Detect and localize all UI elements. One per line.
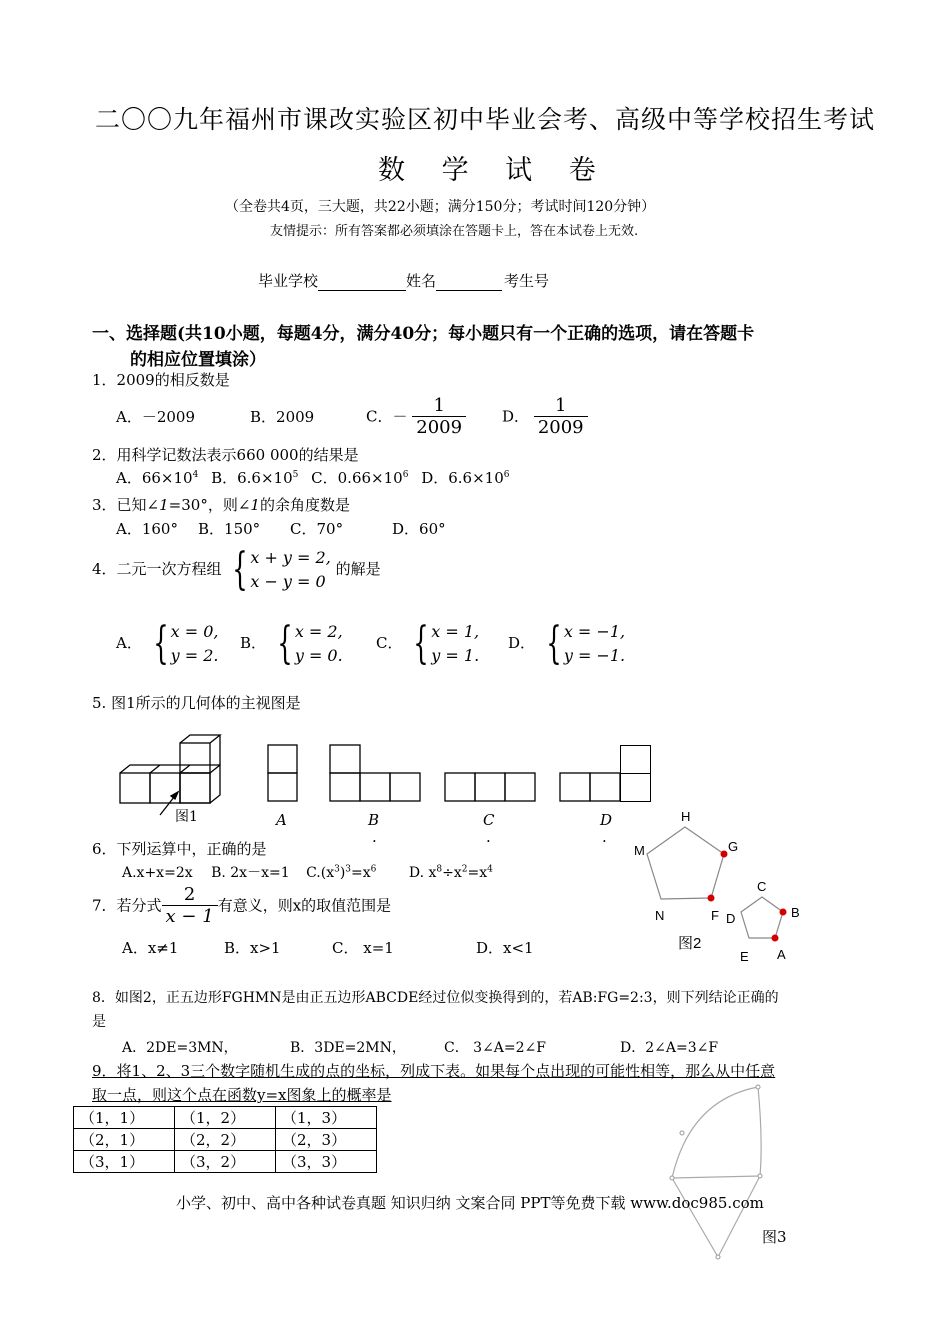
q4-b-label: B． — [240, 634, 267, 652]
q6-c-mid: ) — [339, 865, 346, 881]
q2-b-text: B．6.6×10 — [211, 469, 293, 487]
id-label: 考生号 — [504, 272, 550, 290]
school-blank[interactable] — [318, 272, 406, 291]
section1-heading-cont: 的相应位置填涂） — [130, 350, 266, 370]
q1-option-a: A．－2009 — [116, 408, 196, 426]
q4-a1: x = 0, — [170, 622, 219, 641]
school-label: 毕业学校 — [258, 272, 319, 290]
label-f: F — [711, 908, 719, 923]
q6-d-e3: 4 — [487, 864, 493, 875]
chord-line — [672, 1176, 760, 1178]
q6-d-e2: 2 — [461, 864, 468, 875]
q4-b1: x = 2, — [294, 622, 343, 641]
label-e: E — [740, 949, 749, 964]
q6-c-e1: 3 — [334, 864, 340, 875]
table-cell: （1，3） — [276, 1107, 377, 1129]
q4-a-label: A． — [116, 634, 142, 652]
q5-option-d-figure — [560, 773, 628, 801]
q8-option-a: A．2DE=3MN， — [122, 1040, 238, 1056]
name-blank[interactable] — [436, 272, 502, 291]
q6-d-pre: D. x — [408, 865, 437, 881]
q4-c-label: C． — [376, 634, 403, 652]
q3-stem-mid: =30°，则∠ — [168, 496, 251, 514]
q7-option-b: B．x>1 — [224, 939, 281, 957]
q9-line2: 取一点，则这个点在函数y=x图象上的概率是 — [92, 1086, 392, 1104]
q4-b2: y = 0. — [294, 646, 343, 665]
q2-a-exp: 4 — [192, 470, 199, 480]
q3-stem — [92, 494, 350, 515]
sector-radius — [758, 1087, 761, 1176]
q2-c-exp: 6 — [402, 470, 409, 480]
q1-c-num: 1 — [433, 395, 445, 416]
sector-arc — [672, 1087, 758, 1178]
q3-stem-post: 的余角度数是 — [259, 496, 350, 514]
label-a: A — [777, 947, 786, 962]
table-row — [74, 1129, 377, 1151]
q3-angle-2: 1 — [250, 496, 260, 514]
q6-c-pre: C.(x — [306, 865, 335, 881]
q4-option-c — [376, 620, 479, 668]
table-cell: （2，3） — [276, 1129, 377, 1151]
q1-c-label: C． — [366, 407, 393, 426]
q8-option-b: B．3DE=2MN， — [290, 1040, 406, 1056]
q2-option-a — [116, 469, 198, 487]
q2-c-text: C．0.66×10 — [311, 469, 403, 487]
figure3-label: 图3 — [762, 1228, 787, 1246]
q9-line1: 9．将1、2、3三个数字随机生成的点的坐标，列成下表。如果每个点出现的可能性相等，那么从中任意 — [92, 1062, 776, 1080]
q5-option-d-label: D — [600, 811, 613, 829]
q4-system — [226, 546, 330, 594]
q6-option-b: B. 2x－x=1 — [211, 865, 290, 881]
q4-c2: y = 1. — [431, 646, 480, 665]
q7-stem-pre: 7．若分式 — [92, 896, 162, 915]
exam-subtitle: 数 学 试 卷 — [378, 155, 610, 186]
label-d: D — [726, 911, 736, 926]
label-n: N — [655, 908, 665, 923]
q5-d-right-box — [620, 773, 651, 802]
exam-info: （全卷共4页，三大题，共22小题；满分150分；考试时间120分钟） — [225, 199, 656, 215]
q4-option-b — [240, 620, 343, 668]
q2-stem: 2．用科学记数法表示660 000的结果是 — [92, 446, 359, 464]
table-cell: （1，1） — [74, 1107, 175, 1129]
q2-option-b — [211, 469, 298, 487]
q4-brace: { — [232, 544, 249, 595]
pentagon-abcde — [741, 897, 783, 938]
q4-d1: x = −1, — [563, 622, 626, 641]
vertex-f-dot — [708, 895, 715, 902]
q7-den: x − 1 — [162, 905, 218, 928]
pentagon-fghmn — [647, 827, 724, 899]
figure2-pentagons — [625, 808, 825, 968]
q4-d-label: D． — [508, 634, 536, 652]
q6-options — [122, 862, 493, 882]
q5-option-b-label: B — [368, 811, 380, 829]
q3-option-d: D．60° — [392, 520, 446, 538]
q2-a-text: A．66×10 — [116, 469, 193, 487]
q4-option-a — [116, 620, 219, 668]
q7-option-c: C． x=1 — [332, 939, 394, 957]
q4-eq2: x − y = 0 — [250, 572, 326, 591]
q2-b-exp: 5 — [292, 470, 299, 480]
vertex-a-dot — [772, 935, 779, 942]
q4-a-brace: { — [152, 618, 169, 669]
q2-option-d — [421, 469, 509, 487]
table-row — [74, 1107, 377, 1129]
q2-d-exp: 6 — [503, 470, 510, 480]
q9-coordinate-table — [73, 1106, 377, 1173]
q3-stem-pre: 3．已知∠ — [92, 496, 160, 514]
q4-eq1: x + y = 2, — [250, 548, 331, 567]
q7-stem — [92, 885, 391, 928]
table-cell: （3，1） — [74, 1151, 175, 1173]
q7-stem-post: 有意义，则x的取值范围是 — [217, 896, 392, 915]
name-label: 姓名 — [406, 272, 437, 290]
q2-d-text: D．6.6×10 — [421, 469, 504, 487]
table-cell: （2，2） — [175, 1129, 276, 1151]
label-m: M — [634, 843, 645, 858]
exam-tip: 友情提示：所有答案都必须填涂在答题卡上，答在本试卷上无效. — [270, 224, 639, 239]
q6-d-e1: 8 — [436, 864, 443, 875]
q1-option-b: B．2009 — [250, 408, 315, 426]
q2-options — [116, 467, 509, 488]
q1-c-neg: － — [392, 407, 408, 426]
q6-option-c — [306, 865, 376, 881]
q5-option-a-label: A — [276, 811, 287, 829]
table-cell: （2，1） — [74, 1129, 175, 1151]
q5-option-c-figure — [445, 773, 535, 801]
table-cell: （3，3） — [276, 1151, 377, 1173]
student-info-line — [258, 270, 549, 291]
q1-option-c — [366, 396, 466, 439]
q3-option-b: B．150° — [198, 520, 261, 538]
q1-option-d — [502, 396, 588, 439]
table-cell: （3，2） — [175, 1151, 276, 1173]
q6-d-post: =x — [467, 865, 488, 881]
q1-c-den: 2009 — [412, 416, 466, 439]
q4-c-brace: { — [413, 618, 429, 669]
q1-d-den: 2009 — [534, 416, 588, 439]
q7-option-d: D．x<1 — [476, 939, 534, 957]
q8-option-d: D．2∠A=3∠F — [620, 1040, 719, 1056]
section1-heading: 一、选择题(共10小题，每题4分，满分40分；每小题只有一个正确的选项，请在答题卡 — [92, 324, 755, 344]
q3-option-a: A．160° — [116, 520, 178, 538]
vertex-b-dot — [780, 909, 787, 916]
label-h: H — [681, 809, 691, 824]
q6-c-e2: 3 — [345, 864, 352, 875]
q7-fraction — [162, 885, 218, 928]
q5-option-a-figure — [268, 745, 297, 801]
q5-option-c-label: C — [483, 811, 495, 829]
q2-option-c — [311, 469, 408, 487]
label-c: C — [757, 879, 767, 894]
q6-stem: 6．下列运算中，正确的是 — [92, 840, 267, 858]
q5-option-b-figure — [330, 745, 420, 801]
q1-d-fraction — [534, 396, 588, 439]
figure1-solid — [120, 735, 220, 815]
q3-angle-1: 1 — [159, 496, 169, 514]
q6-c-e3: 6 — [370, 864, 377, 875]
q4-d-brace: { — [546, 618, 562, 669]
q4-stem — [92, 546, 381, 594]
exam-title: 二〇〇九年福州市课改实验区初中毕业会考、高级中等学校招生考试 — [95, 105, 876, 134]
q6-c-post: =x — [351, 865, 371, 881]
figure1-label: 图1 — [175, 809, 198, 825]
q3-option-c: C．70° — [290, 520, 344, 538]
q4-stem-pre: 4．二元一次方程组 — [92, 560, 222, 578]
q6-d-mid: ÷x — [442, 865, 462, 881]
q6-option-d — [409, 865, 493, 881]
q1-d-label: D． — [502, 407, 530, 426]
q5-dot-d: · — [602, 832, 607, 850]
q4-c1: x = 1, — [431, 622, 480, 641]
q4-d2: y = −1. — [563, 646, 626, 665]
q5-dot-c: · — [486, 832, 491, 850]
q4-b-brace: { — [277, 618, 293, 669]
q4-option-d — [508, 620, 625, 668]
q5-stem: 5. 图1所示的几何体的主视图是 — [92, 694, 301, 712]
footer-ad: 小学、初中、高中各种试卷真题 知识归纳 文案合同 PPT等免费下载 www.doc985.com — [176, 1194, 764, 1212]
figure2-label: 图2 — [678, 935, 702, 952]
triangle-lines — [672, 1176, 760, 1257]
q4-stem-post: 的解是 — [335, 560, 381, 578]
q8-line2: 是 — [92, 1014, 106, 1030]
q8-option-c: C． 3∠A=2∠F — [444, 1040, 546, 1056]
vertex-g-dot — [721, 851, 728, 858]
q5-dot-b: · — [372, 832, 377, 850]
q1-stem: 1．2009的相反数是 — [92, 371, 230, 389]
label-b: B — [791, 905, 800, 920]
q7-num: 2 — [183, 884, 196, 905]
q6-option-a: A.x+x=2x — [122, 865, 193, 881]
table-row — [74, 1151, 377, 1173]
table-cell: （1，2） — [175, 1107, 276, 1129]
q8-line1: 8．如图2，正五边形FGHMN是由正五边形ABCDE经过位似变换得到的，若AB:FG=2:3，则下列结论正确的 — [92, 990, 779, 1006]
q7-option-a: A．x≠1 — [122, 939, 179, 957]
q4-a2: y = 2. — [170, 646, 219, 665]
label-g: G — [728, 839, 739, 854]
q5-d-top-box — [620, 745, 651, 774]
q1-c-fraction — [412, 396, 466, 439]
q1-d-num: 1 — [554, 395, 567, 416]
